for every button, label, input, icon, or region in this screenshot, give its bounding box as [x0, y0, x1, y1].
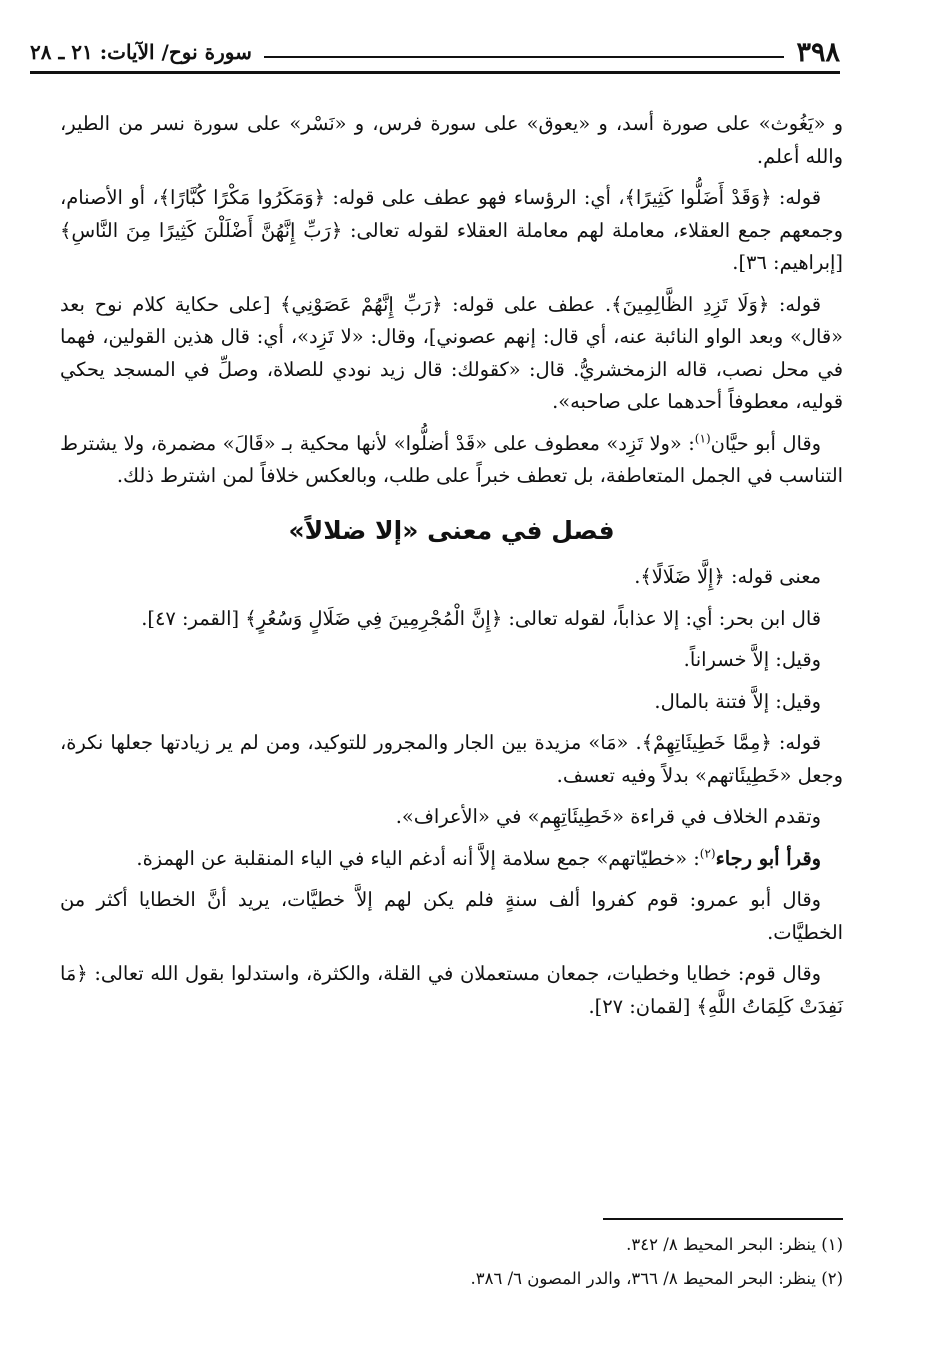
paragraph: قوله: ﴿وَلَا تَزِدِ الظَّالِمِينَ﴾. عطف على قوله: ﴿رَبِّ إِنَّهُمْ عَصَوْنِي﴾ [على حكاية كلام نوح بعد «قال» وبعد الواو النائبة عنه، أي قال: إنهم عصوني]، وقال: «لا تَزِد»، أي: قال هذين القولين، فهما في محل نصب، قاله الزمخشريُّ. قال: «كقولك: قال زيد نودي للصلاة، وصلِّ في المسجد يحكي قوليه، معطوفاً أحدهما على صاحبه».	[60, 292, 843, 413]
main-text	[60, 108, 843, 1032]
paragraph: قوله: ﴿وَقَدْ أَضَلُّوا كَثِيرًا﴾، أي: الرؤساء فهو عطف على قوله: ﴿وَمَكَرُوا مَكْرًا كُبَّارًا﴾، أو الأصنام، وجمعهم جمع العقلاء، معاملة لهم معاملة العقلاء لقوله تعالى: ﴿رَبِّ إِنَّهُنَّ أَضْلَلْنَ كَثِيرًا مِنَ النَّاسِ﴾ [إبراهيم: ٣٦].	[60, 186, 843, 274]
section-heading: فصل في معنى «إلا ضلالاً»	[288, 515, 615, 545]
footnotes	[83, 1228, 843, 1296]
footnote: (١) ينظر: البحر المحيط ٨/ ٣٤٢.	[626, 1235, 843, 1254]
paragraph	[60, 843, 843, 876]
paragraph-text: : «خطيّاتهم» جمع سلامة إلاَّ أنه أدغم الياء في الياء المنقلبة عن الهمزة.	[136, 846, 700, 870]
running-title: سورة نوح/ الآيات: ٢١ ـ ٢٨	[30, 40, 252, 64]
reader-name: وقرأ أبو رجاء	[715, 846, 821, 870]
paragraph: قوله: ﴿مِمَّا خَطِيئَاتِهِمْ﴾. «مَا» مزيدة بين الجار والمجرور للتوكيد، ومن لم ير زيادتها جعلها نكرة، وجعل «خَطِيئَاتهم» بدلاً وفيه تعسف.	[60, 731, 843, 787]
footnote-reference: (١)	[694, 431, 711, 446]
footnote: (٢) ينظر: البحر المحيط ٨/ ٣٦٦، والدر المصون ٦/ ٣٨٦.	[470, 1269, 843, 1288]
paragraph: معنى قوله: ﴿إِلَّا ضَلَالًا﴾.	[634, 565, 821, 588]
header-underline	[30, 71, 840, 74]
footnote-separator	[603, 1218, 843, 1220]
paragraph: وقال أبو عمرو: قوم كفروا ألف سنةٍ فلم يكن لهم إلاَّ خطيَّات، يريد أنَّ الخطايا أكثر من الخطيَّات.	[60, 888, 843, 944]
paragraph: وقيل: إلاَّ فتنة بالمال.	[654, 689, 821, 713]
page-number: ٣٩٨	[796, 36, 840, 68]
header-rule	[264, 56, 785, 58]
footnote-reference: (٢)	[699, 846, 716, 861]
paragraph: وقال قوم: خطايا وخطيات، جمعان مستعملان في القلة، والكثرة، واستدلوا بقول الله تعالى: ﴿مَا نَفِدَتْ كَلِمَاتُ اللَّهِ﴾ [لقمان: ٢٧].	[60, 962, 843, 1018]
paragraph: قال ابن بحر: أي: إلا عذاباً، لقوله تعالى: ﴿إِنَّ الْمُجْرِمِينَ فِي ضَلَالٍ وَسُعُرٍ﴾ [القمر: ٤٧].	[141, 606, 821, 630]
paragraph: و «يَغُوث» على صورة أسد، و «يعوق» على سورة فرس، و «نَسْر» على سورة نسر من الطير، والله أعلم.	[60, 112, 843, 168]
paragraph: وقيل: إلاَّ خسراناً.	[683, 648, 821, 671]
paragraph: وتقدم الخلاف في قراءة «خَطِيئَاتِهِم» في «الأعراف».	[395, 805, 821, 828]
paragraph-text: : «ولا تَزِد» معطوف على «قَدْ أضلُّوا» لأنها محكية بـ «قَالَ» مضمرة، ولا يشترط التناسب في الجمل المتعاطفة، بل تعطف خبراً على طلب، وبالعكس خلافاً لمن اشترط ذلك.	[60, 431, 843, 487]
paragraph	[60, 428, 843, 493]
paragraph-text: وقال أبو حيَّان	[710, 431, 822, 455]
page-header	[30, 34, 840, 70]
